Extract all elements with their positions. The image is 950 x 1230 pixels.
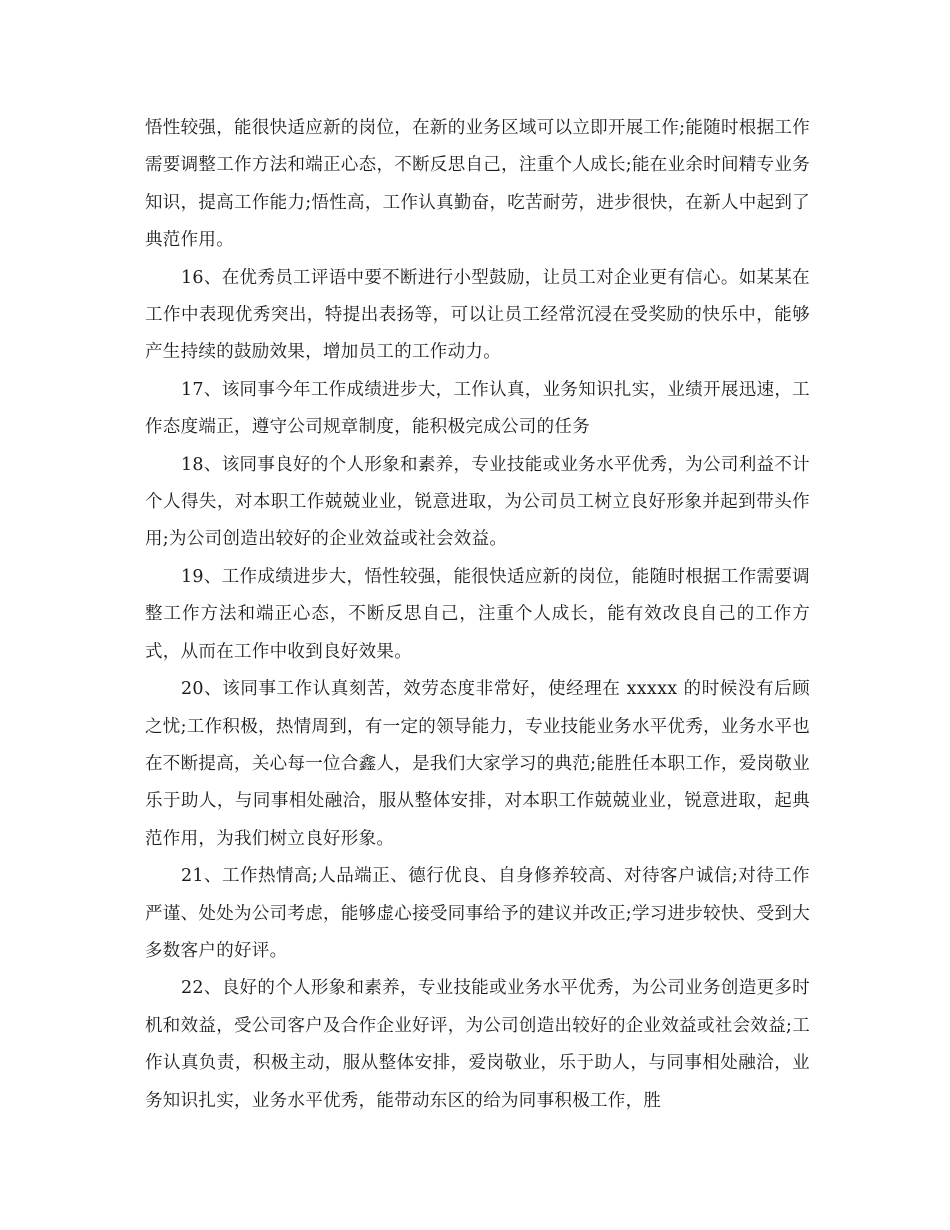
paragraph-20: 20、该同事工作认真刻苦，效劳态度非常好，使经理在 xxxxx 的时候没有后顾之忧;工作积极，热情周到，有一定的领导能力，专业技能业务水平优秀，业务水平也在不断提高，关心每一位合鑫人，是我们大家学习的典范;能胜任本职工作，爱岗敬业乐于助人，与同事相处融洽，服从整体安排，对本职工作兢兢业业，锐意进取，起典范作用，为我们树立良好形象。 (145, 679, 810, 849)
paragraph-17: 17、该同事今年工作成绩进步大，工作认真，业务知识扎实，业绩开展迅速，工作态度端正，遵守公司规章制度，能积极完成公司的任务 (145, 379, 810, 438)
paragraph-21: 21、工作热情高;人品端正、德行优良、自身修养较高、对待客户诚信;对待工作严谨、处处为公司考虑，能够虚心接受同事给予的建议并改正;学习进步较快、受到大多数客户的好评。 (145, 866, 810, 961)
document-page (145, 110, 810, 1120)
paragraph-intro: 悟性较强，能很快适应新的岗位，在新的业务区域可以立即开展工作;能随时根据工作需要调整工作方法和端正心态，不断反思自己，注重个人成长;能在业余时间精专业务知识，提高工作能力;悟性高，工作认真勤奋，吃苦耐劳，进步很快，在新人中起到了典范作用。 (145, 118, 810, 251)
paragraph-22: 22、良好的个人形象和素养，专业技能或业务水平优秀，为公司业务创造更多时机和效益，受公司客户及合作企业好评，为公司创造出较好的企业效益或社会效益;工作认真负责，积极主动，服从整体安排，爱岗敬业，乐于助人，与同事相处融洽，业务知识扎实，业务水平优秀，能带动东区的给为同事积极工作，胜 (145, 978, 810, 1111)
paragraph-19: 19、工作成绩进步大，悟性较强，能很快适应新的岗位，能随时根据工作需要调整工作方法和端正心态，不断反思自己，注重个人成长，能有效改良自己的工作方式，从而在工作中收到良好效果。 (145, 566, 810, 662)
paragraph-16: 16、在优秀员工评语中要不断进行小型鼓励，让员工对企业更有信心。如某某在工作中表现优秀突出，特提出表扬等，可以让员工经常沉浸在受奖励的快乐中，能够产生持续的鼓励效果，增加员工的工作动力。 (145, 267, 810, 363)
paragraph-18: 18、该同事良好的个人形象和素养，专业技能或业务水平优秀，为公司利益不计个人得失，对本职工作兢兢业业，锐意进取，为公司员工树立良好形象并起到带头作用;为公司创造出较好的企业效益或社会效益。 (145, 454, 810, 550)
